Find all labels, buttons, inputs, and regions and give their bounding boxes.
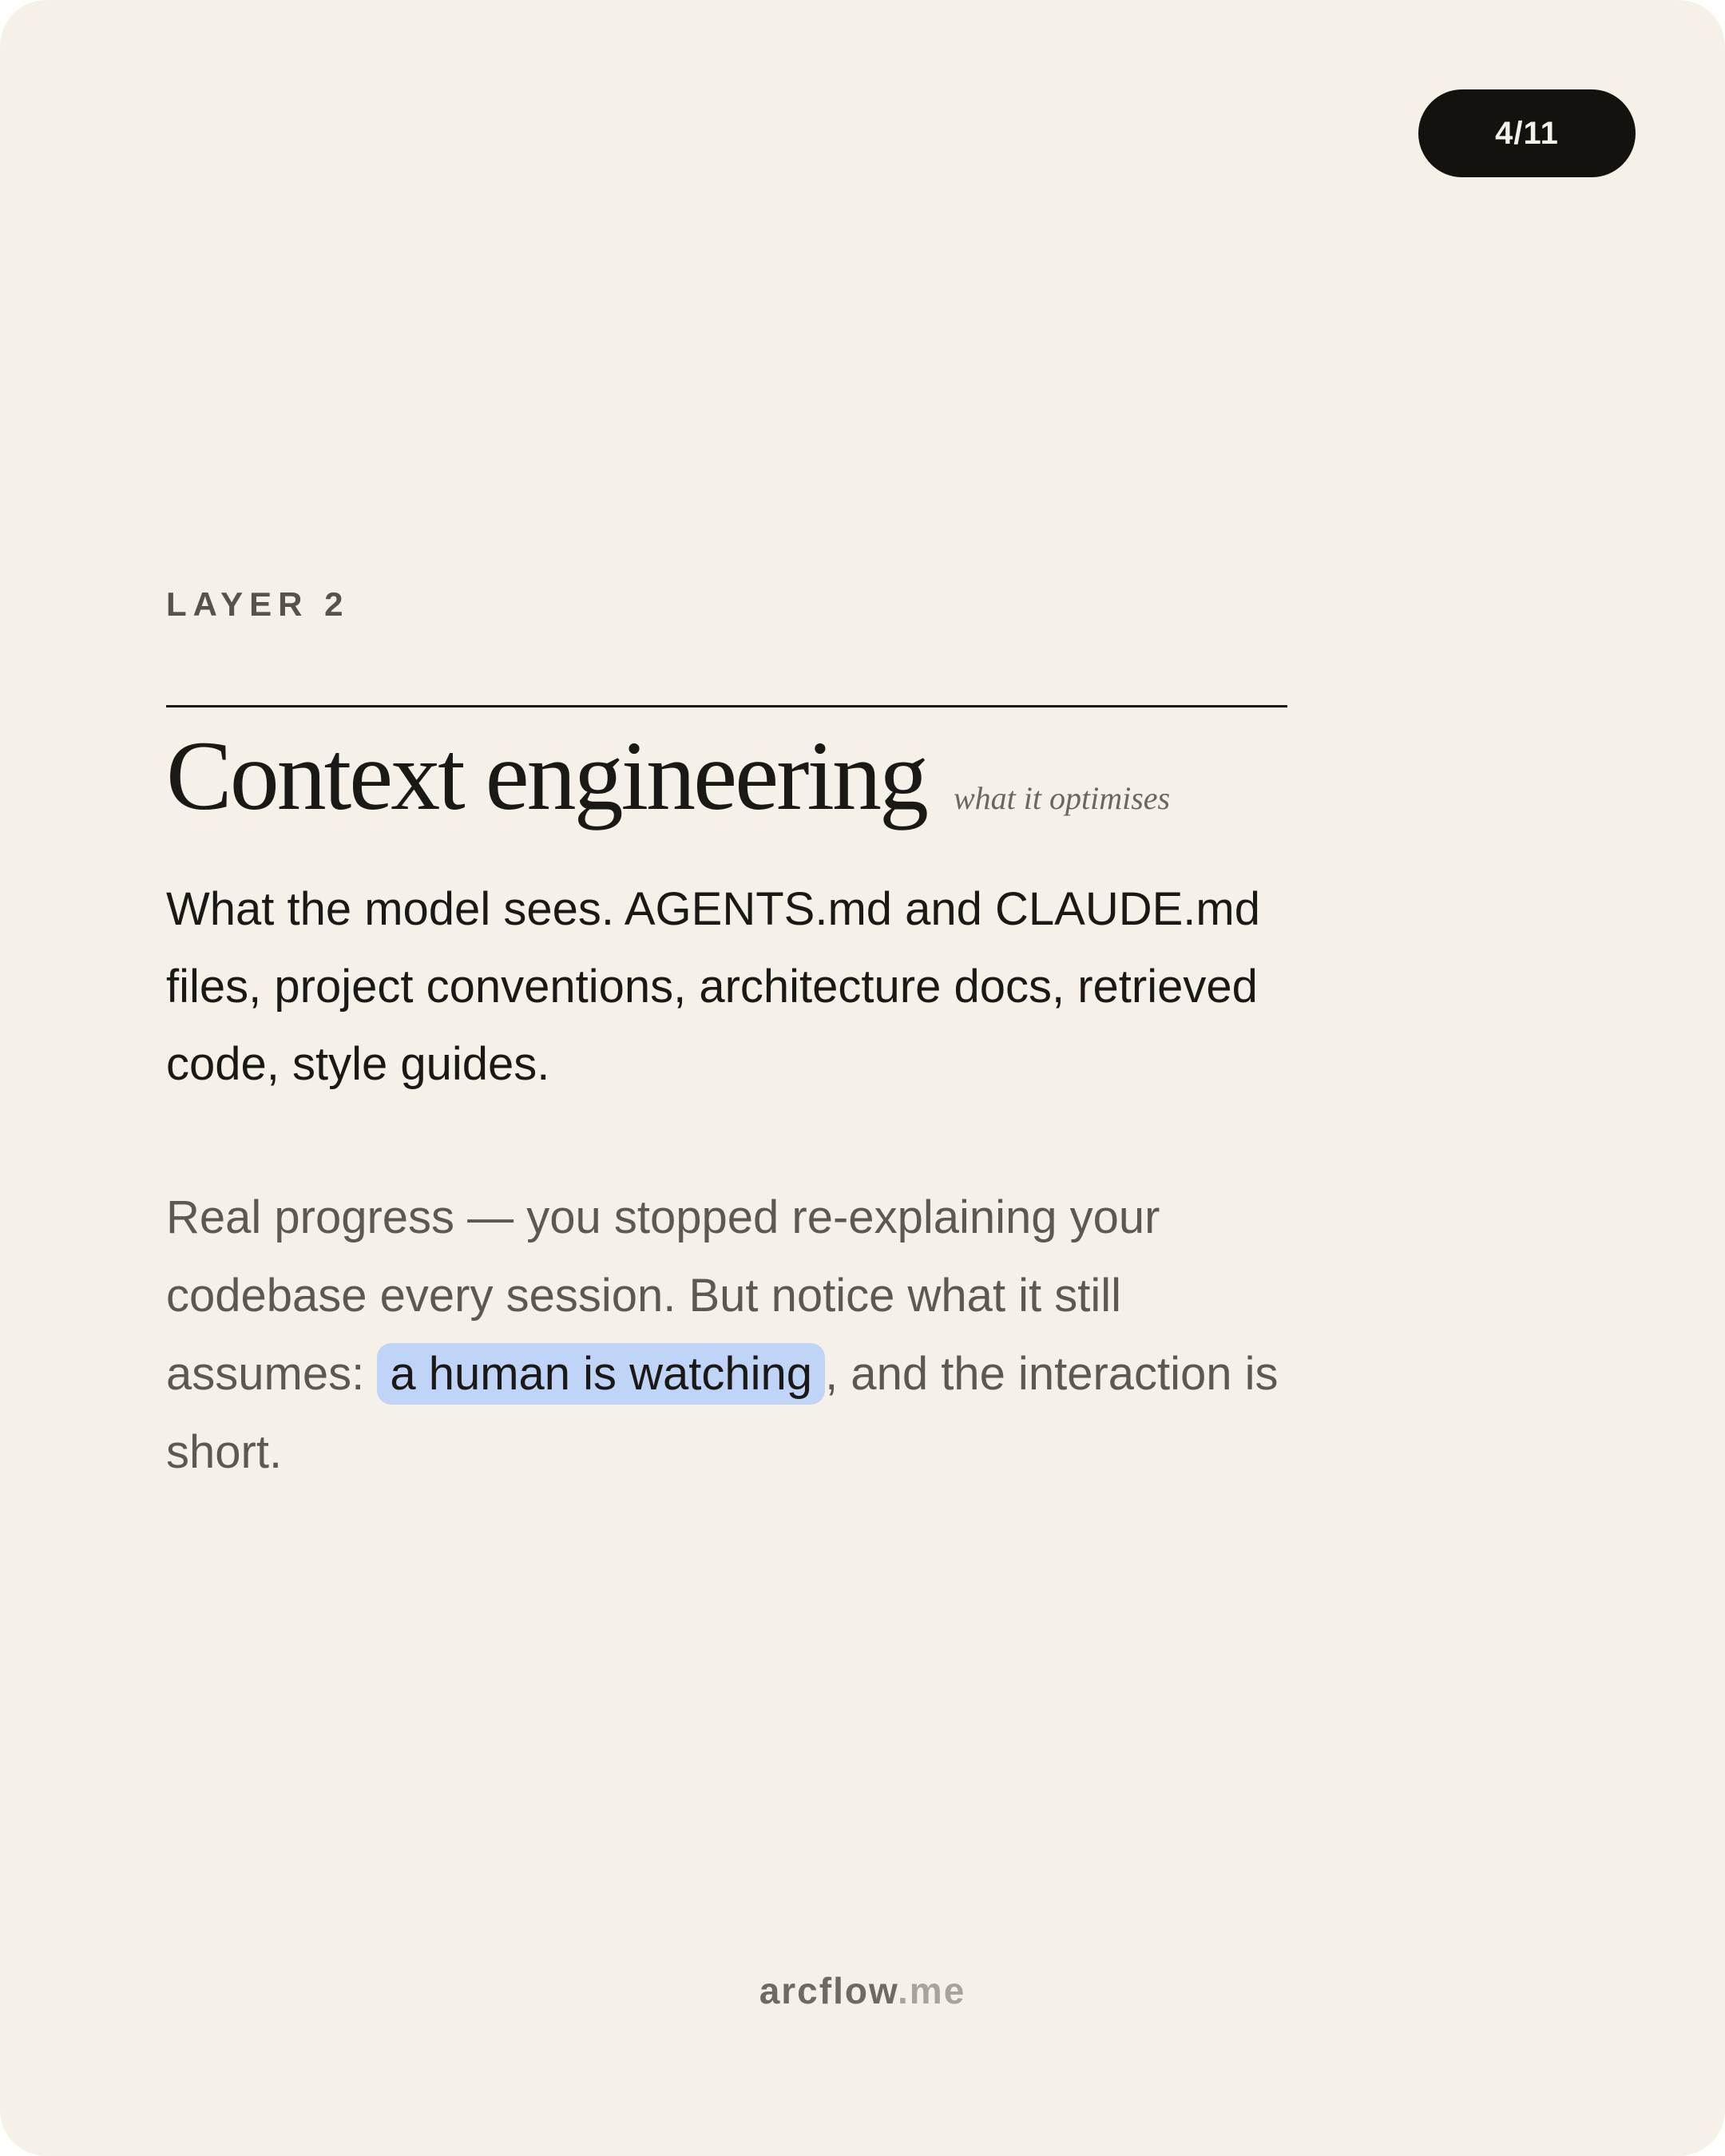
divider <box>166 705 1287 707</box>
highlighted-phrase: a human is watching <box>377 1343 825 1405</box>
title-row <box>166 721 1171 830</box>
layer-label: LAYER 2 <box>166 585 350 623</box>
body-text-end: , and the interaction is short. <box>166 1348 1279 1478</box>
brand-name: arcflow <box>759 1970 898 2011</box>
title-aside: what it optimises <box>953 780 1171 816</box>
page-title: Context engineering <box>166 721 926 830</box>
lead-paragraph: What the model sees. AGENTS.md and CLAUDE.md files, project conventions, architecture docs, retrieved code, style guides. <box>166 883 1260 1090</box>
body-text-start: Real progress — you stopped re-explaining your codebase every session. But notice what it still assumes: <box>166 1191 1160 1400</box>
page-indicator: 4/11 <box>1418 89 1636 177</box>
body-paragraph <box>166 1179 1300 1492</box>
brand-domain: .me <box>898 1970 966 2011</box>
footer-brand <box>0 1972 1725 2009</box>
